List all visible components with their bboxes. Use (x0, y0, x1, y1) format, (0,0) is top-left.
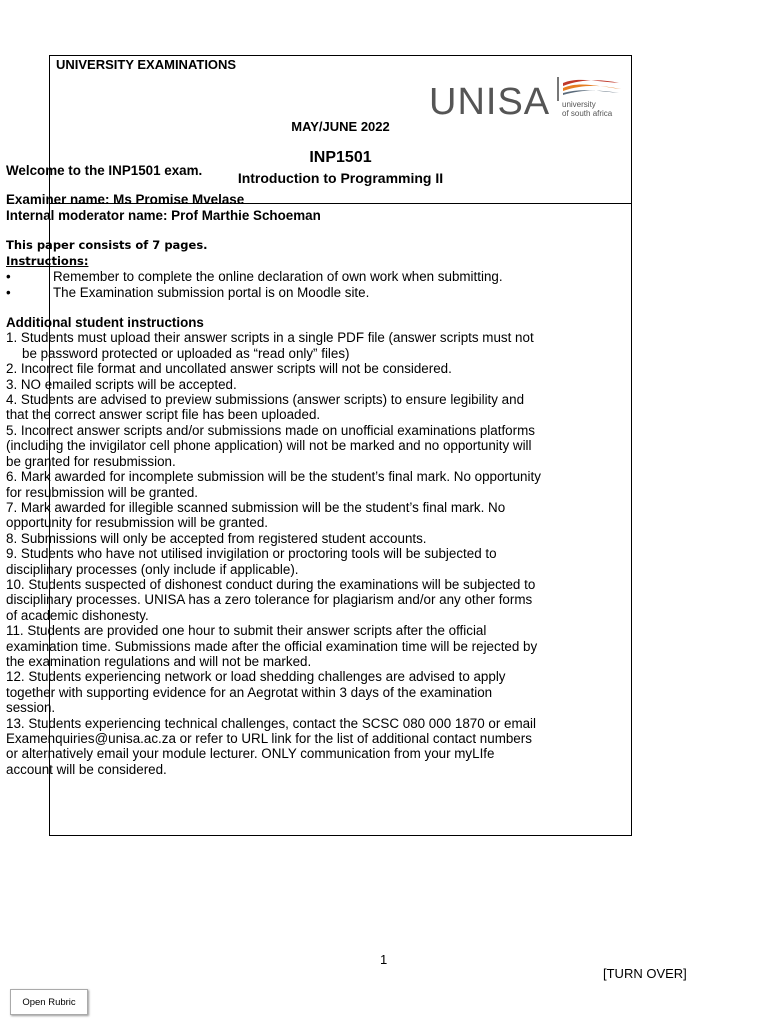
instruction-item (6, 669, 576, 715)
instruction-line: 8. Submissions will only be accepted from registered student accounts. (6, 530, 427, 546)
instruction-line: disciplinary processes. UNISA has a zero tolerance for plagiarism and/or any other forms (6, 592, 533, 608)
instruction-line: examination time. Submissions made after the official examination time will be rejected by (6, 638, 538, 654)
instruction-line: 3. NO emailed scripts will be accepted. (6, 376, 237, 392)
instruction-line: 4. Students are advised to preview submissions (answer scripts) to ensure legibility and (6, 392, 525, 408)
instruction-line: 13. Students experiencing technical challenges, contact the SCSC 080 000 1870 or email (6, 715, 537, 731)
instruction-line: 9. Students who have not utilised invigilation or proctoring tools will be subjected to (6, 546, 497, 562)
instruction-line: 10. Students suspected of dishonest conduct during the examinations will be subjected to (6, 576, 536, 592)
instruction-line: be granted for resubmission. (6, 453, 176, 469)
instruction-item (6, 577, 576, 623)
instruction-item (6, 361, 576, 376)
bullet-icon: • (6, 284, 11, 300)
unisa-flag-icon (557, 77, 625, 101)
instruction-item (6, 423, 576, 469)
instruction-item (6, 531, 576, 546)
instruction-line: (including the invigilator cell phone application) will not be marked and no opportunity will (6, 438, 532, 454)
instruction-item (6, 377, 576, 392)
instruction-item (6, 392, 576, 423)
instruction-line: 11. Students are provided one hour to submit their answer scripts after the official (6, 623, 487, 639)
instruction-item (6, 469, 576, 500)
instruction-item (6, 500, 576, 531)
instruction-line: 2. Incorrect file format and uncollated answer scripts will not be considered. (6, 361, 452, 377)
logo-wordmark: UNISA (429, 81, 551, 123)
welcome-text: Welcome to the INP1501 exam. (6, 163, 203, 178)
instruction-line: 6. Mark awarded for incomplete submission will be the student’s final mark. No opportunity (6, 469, 541, 485)
logo-subtitle: university of south africa (562, 100, 613, 118)
page-count: This paper consists of 7 pages. (6, 238, 208, 253)
examiner-name: Examiner name: Ms Promise Mvelase (6, 192, 245, 208)
instruction-line: 5. Incorrect answer scripts and/or submissions made on unofficial examinations platforms (6, 422, 535, 438)
instruction-line: disciplinary processes (only include if applicable). (6, 561, 299, 577)
instruction-line: or alternatively email your module lecturer. ONLY communication from your myLIfe (6, 746, 495, 762)
instruction-line: session. (6, 700, 56, 716)
instruction-line: 1. Students must upload their answer scripts in a single PDF file (answer scripts must not (6, 330, 534, 346)
page-number: 1 (380, 952, 388, 967)
university-examinations-label: UNIVERSITY EXAMINATIONS (56, 57, 237, 72)
turn-over-label: [TURN OVER] (603, 966, 687, 981)
moderator-name: Internal moderator name: Prof Marthie Schoeman (6, 207, 321, 223)
instruction-item (6, 546, 576, 577)
instruction-line: Examenquiries@unisa.ac.za or refer to URL link for the list of additional contact numbers (6, 731, 532, 746)
instruction-line: for resubmission will be granted. (6, 484, 199, 500)
instruction-line: 12. Students experiencing network or load shedding challenges are advised to apply (6, 669, 506, 685)
exam-session: MAY/JUNE 2022 (291, 119, 390, 134)
instruction-line: be password protected or uploaded as “read only” files) (22, 345, 350, 361)
unisa-logo (429, 77, 625, 123)
instruction-item (6, 330, 576, 361)
bullet-icon: • (6, 269, 11, 285)
examiner-block (6, 192, 576, 223)
instruction-line: opportunity for resubmission will be granted. (6, 515, 268, 531)
course-code: INP1501 (309, 149, 372, 166)
instruction-line: 7. Mark awarded for illegible scanned submission will be the student’s final mark. No (6, 499, 506, 515)
instruction-line: together with supporting evidence for an Aegrotat within 3 days of the examination (6, 684, 493, 700)
instruction-line: account will be considered. (6, 761, 167, 777)
instruction-line: the examination regulations and will not be marked. (6, 653, 312, 669)
instruction-item (6, 623, 576, 669)
instruction-item (6, 716, 576, 778)
open-rubric-button[interactable]: Open Rubric (10, 989, 88, 1015)
instructions-heading: Instructions: (6, 254, 89, 269)
exam-instructions (6, 163, 576, 777)
instruction-bullet: • The Examination submission portal is on Moodle site. (6, 284, 370, 300)
instruction-line: that the correct answer script file has been uploaded. (6, 407, 321, 423)
instruction-line: of academic dishonesty. (6, 607, 149, 623)
additional-instructions-list (6, 330, 576, 777)
course-title: Introduction to Programming II (237, 170, 444, 186)
instruction-bullet: • Remember to complete the online declaration of own work when submitting. (6, 269, 503, 285)
additional-instructions-heading: Additional student instructions (6, 315, 204, 331)
